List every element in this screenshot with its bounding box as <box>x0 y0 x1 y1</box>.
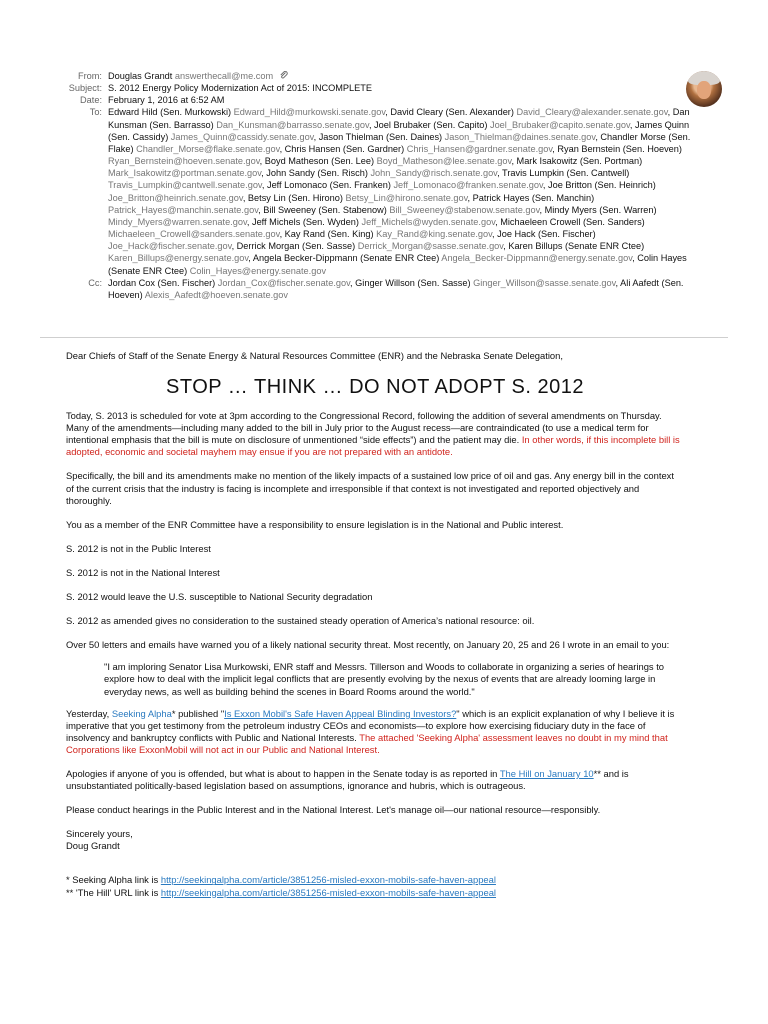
to-label: To: <box>89 107 102 118</box>
recipient-name: Michaeleen Crowell (Sen. Sanders) <box>500 216 645 227</box>
footnote-2-url[interactable]: http://seekingalpha.com/article/3851256-misled-exxon-mobils-safe-haven-appeal <box>160 886 497 898</box>
to-recipient[interactable] <box>108 107 385 117</box>
recipient-email[interactable]: Jordan_Cox@fischer.senate.gov <box>215 277 351 288</box>
recipient-name: Jordan Cox (Sen. Fischer) <box>108 277 216 288</box>
paragraph-6-text-b: ** and is unsubstantiated politically-based legislation based on assumptions, ignorance and hubris, which is outrageous. <box>66 767 629 792</box>
recipient-email[interactable]: Jeff_Lomonaco@franken.senate.gov <box>390 180 543 191</box>
paragraph-5-text-b: * published " <box>171 707 225 719</box>
quoted-email: "I am imploring Senator Lisa Murkowski, ENR staff and Messrs. Tillerson and Woods to collaborate in organizing a series of hearings to explore how to deal with the implicit legal conflicts that are presently evolving by the nexus of events that are already looming large in everyday news, as well as building behind the scenes in Board Rooms around the world." <box>104 661 665 697</box>
recipient-name: Bill Sweeney (Sen. Stabenow) <box>263 204 387 215</box>
paragraph-6 <box>66 768 684 792</box>
paragraph-6-text-a: Apologies if anyone of you is offended, but what is about to happen in the Senate today is as reported in <box>66 767 500 779</box>
recipient-name: Colin Hayes (Senate ENR Ctee) <box>108 253 687 276</box>
recipient-name: Jeff Lomonaco (Sen. Franken) <box>266 180 391 191</box>
recipient-name: Chandler Morse (Sen. Flake) <box>108 131 691 154</box>
recipient-email[interactable]: Joe_Britton@heinrich.senate.gov <box>108 192 243 203</box>
recipient-email[interactable]: James_Quinn@cassidy.senate.gov <box>168 131 314 142</box>
recipient-name: Ginger Willson (Sen. Sasse) <box>355 277 471 288</box>
recipient-name: Mindy Myers (Sen. Warren) <box>544 204 657 215</box>
statement-4: S. 2012 as amended gives no consideration to the sustained steady operation of America’s national resource: oil. <box>66 615 535 627</box>
statement-1: S. 2012 is not in the Public Interest <box>66 542 211 554</box>
footnote-1-url[interactable]: http://seekingalpha.com/article/3851256-misled-exxon-mobils-safe-haven-appeal <box>160 874 496 886</box>
recipient-name: Ali Aafedt (Sen. Hoeven) <box>108 277 684 300</box>
signature: Doug Grandt <box>66 840 120 852</box>
recipient-name: Joe Britton (Sen. Heinrich) <box>548 180 656 191</box>
recipient-email[interactable]: Dan_Kunsman@barrasso.senate.gov <box>213 119 369 130</box>
to-recipient[interactable] <box>266 168 497 178</box>
recipient-name: Ryan Bernstein (Sen. Hoeven) <box>557 143 682 154</box>
cc-recipient[interactable] <box>108 278 350 288</box>
recipient-email[interactable]: John_Sandy@risch.senate.gov <box>367 168 498 179</box>
from-name: Douglas Grandt <box>108 71 173 81</box>
recipient-name: James Quinn (Sen. Cassidy) <box>108 119 690 142</box>
paragraph-1-red-text: In other words, if this incomplete bill is adopted, economic and societal mayhem may ensue if you are not prepared with an antidote. <box>66 434 680 458</box>
cc-row <box>54 277 704 301</box>
email-header <box>54 70 704 301</box>
recipient-email[interactable]: Mark_Isakowitz@portman.senate.gov <box>108 168 262 179</box>
statement-2: S. 2012 is not in the National Interest <box>66 566 220 578</box>
paragraph-3: You as a member of the ENR Committee have a responsibility to ensure legislation is in the National and Public interest. <box>66 518 564 530</box>
recipient-email[interactable]: Joel_Brubaker@capito.senate.gov <box>487 119 630 130</box>
cc-recipient[interactable] <box>355 278 615 288</box>
to-row <box>54 106 704 276</box>
recipient-name: Jeff Michels (Sen. Wyden) <box>251 216 359 227</box>
recipient-email[interactable]: Boyd_Matheson@lee.senate.gov <box>374 156 512 167</box>
recipient-email[interactable]: Chris_Hansen@gardner.senate.gov <box>404 143 553 154</box>
cc-recipient-list: Jordan Cox (Sen. Fischer) Jordan_Cox@fischer.senate.gov, Ginger Willson (Sen. Sasse) Ginger_Willson@sasse.senate.gov, Ali Aafedt (Sen. Hoeven) Alexis_Aafedt@hoeven.senate.gov <box>108 277 684 300</box>
recipient-email[interactable]: Michaeleen_Crowell@sanders.senate.gov <box>108 229 280 240</box>
recipient-name: Patrick Hayes (Sen. Manchin) <box>472 192 595 203</box>
header-divider <box>40 337 728 338</box>
recipient-name: Mark Isakowitz (Sen. Portman) <box>516 156 643 167</box>
to-recipient[interactable] <box>390 107 667 117</box>
recipient-email[interactable]: Mindy_Myers@warren.senate.gov <box>108 216 247 227</box>
recipient-name: Derrick Morgan (Sen. Sasse) <box>236 241 356 252</box>
recipient-name: David Cleary (Sen. Alexander) <box>390 107 514 118</box>
date-label: Date: <box>80 95 102 106</box>
recipient-email[interactable]: Jason_Thielman@daines.senate.gov <box>442 131 596 142</box>
from-email[interactable]: answerthecall@me.com <box>174 71 274 81</box>
recipient-name: Dan Kunsman (Sen. Barrasso) <box>108 107 690 130</box>
statement-3: S. 2012 would leave the U.S. susceptible to National Security degradation <box>66 591 373 603</box>
email-body <box>66 350 684 899</box>
the-hill-link[interactable]: The Hill on January 10 <box>499 767 594 779</box>
recipient-name: Betsy Lin (Sen. Hirono) <box>247 192 343 203</box>
recipient-email[interactable]: Ginger_Willson@sasse.senate.gov <box>470 277 616 288</box>
paragraph-5-text-c: " which is an explicit explanation of why I believe it is imperative that you get testimony from the petroleum industry CEOs and economists—to explore how exercising fiduciary duty in the face of insolvency and bankruptcy conflicts with Public and National Interests. <box>66 707 675 743</box>
recipient-name: Kay Rand (Sen. King) <box>284 229 374 240</box>
to-recipient-list: Edward Hild (Sen. Murkowski) Edward_Hild@murkowski.senate.gov, David Cleary (Sen. Alexander) David_Cleary@alexander.senate.gov, Dan Kunsman (Sen. Barrasso) Dan_Kunsman@barrasso.senate.gov, Joel Brubaker (Sen. Capito) Joel_Brubaker@capito.senate.gov, James Quinn (Sen. Cassidy) James_Quinn@cassidy.senate.gov, Jason Thielman (Sen. Daines) Jason_Thielman@daines.senate.gov, Chandler Morse (Sen. Flake) Chandler_Morse@flake.senate.gov, Chris Hansen (Sen. Gardner) Chris_Hansen@gardner.senate.gov, Ryan Bernstein (Sen. Hoeven) Ryan_Bernstein@hoeven.senate.gov, Boyd Matheson (Sen. Lee) Boyd_Matheson@lee.senate.gov, Mark Isakowitz (Sen. Portman) Mark_Isakowitz@portman.senate.gov, John Sandy (Sen. Risch) John_Sandy@risch.senate.gov, Travis Lumpkin (Sen. Cantwell) Travis_Lumpkin@cantwell.senate.gov, Jeff Lomonaco (Sen. Franken) Jeff_Lomonaco@franken.senate.gov, Joe Britton (Sen. Heinrich) Joe_Britton@heinrich.senate.gov, Betsy Lin (Sen. Hirono) Betsy_Lin@hirono.senate.gov, Patrick Hayes (Sen. Manchin) Patrick_Hayes@manchin.senate.gov, Bill Sweeney (Sen. Stabenow) Bill_Sweeney@stabenow.senate.gov, Mindy Myers (Sen. Warren) Mindy_Myers@warren.senate.gov, Jeff Michels (Sen. Wyden) Jeff_Michels@wyden.senate.gov, Michaeleen Crowell (Sen. Sanders) Michaeleen_Crowell@sanders.senate.gov, Kay Rand (Sen. King) Kay_Rand@king.senate.gov, Joe Hack (Sen. Fischer) Joe_Hack@fischer.senate.gov, Derrick Morgan (Sen. Sasse) Derrick_Morgan@sasse.senate.gov, Karen Billups (Senate ENR Ctee) Karen_Billups@energy.senate.gov, Angela Becker-Dippmann (Senate ENR Ctee) Angela_Becker-Dippmann@energy.senate.gov, Colin Hayes (Senate ENR Ctee) Colin_Hayes@energy.senate.gov <box>108 107 691 276</box>
paragraph-5-red-text: The attached 'Seeking Alpha' assessment leaves no doubt in my mind that Corporations like ExxonMobil will not act in our Public and National Interest. <box>66 731 668 755</box>
to-recipient[interactable] <box>248 193 468 203</box>
salutation: Dear Chiefs of Staff of the Senate Energy & Natural Resources Committee (ENR) and the Nebraska Senate Delegation, <box>66 350 563 361</box>
date-text: February 1, 2016 at 6:52 AM <box>108 95 225 106</box>
paragraph-1 <box>66 410 684 458</box>
headline: STOP … THINK … DO NOT ADOPT S. 2012 <box>166 376 584 399</box>
paragraph-5-text-a: Yesterday, <box>66 707 112 719</box>
to-recipient[interactable] <box>253 253 632 263</box>
recipient-email[interactable]: Betsy_Lin@hirono.senate.gov <box>342 192 468 203</box>
to-recipient[interactable] <box>374 120 630 130</box>
recipient-email[interactable]: Ryan_Bernstein@hoeven.senate.gov <box>108 156 260 167</box>
seeking-alpha-link[interactable]: Seeking Alpha <box>111 707 172 719</box>
recipient-email[interactable]: Edward_Hild@murkowski.senate.gov <box>231 107 386 118</box>
to-recipient[interactable] <box>263 205 539 215</box>
recipient-email[interactable]: Bill_Sweeney@stabenow.senate.gov <box>386 204 540 215</box>
closing: Sincerely yours, <box>66 828 133 840</box>
footnote-2 <box>66 887 684 899</box>
to-recipient[interactable] <box>285 229 492 239</box>
recipient-name: Boyd Matheson (Sen. Lee) <box>264 156 375 167</box>
recipient-name: Karen Billups (Senate ENR Ctee) <box>508 241 645 252</box>
from-row <box>54 70 704 82</box>
recipient-name: Angela Becker-Dippmann (Senate ENR Ctee) <box>252 253 440 264</box>
recipient-name: Chris Hansen (Sen. Gardner) <box>284 143 405 154</box>
paragraph-2: Specifically, the bill and its amendments make no mention of the likely impacts of a sustained low price of oil and gas. Any energy bill in the context of the current crisis that the industry is facing is incomplete and irresponsible if that context is not investigated and reported objectively and thoroughly. <box>66 470 674 506</box>
recipient-name: Jason Thielman (Sen. Daines) <box>318 131 443 142</box>
recipient-email[interactable]: Kay_Rand@king.senate.gov <box>373 229 493 240</box>
to-recipient[interactable] <box>285 144 553 154</box>
date-row <box>54 94 704 106</box>
to-recipient[interactable] <box>237 241 504 251</box>
recipient-email[interactable]: Jeff_Michels@wyden.senate.gov <box>358 216 496 227</box>
subject-label: Subject: <box>68 83 102 94</box>
subject-text: S. 2012 Energy Policy Modernization Act of 2015: INCOMPLETE <box>108 83 373 94</box>
to-recipient[interactable] <box>265 156 512 166</box>
paragraph-1-text: Today, S. 2013 is scheduled for vote at 3pm according to the Congressional Record, following the addition of several amendments on Thursday. Many of the amendments—including many added to the bill in July prior to the August recess—are contraindicated (to use a medical term for intentional emphasis that the bill is mute on disclosure of unmentioned “side effects”) and the patient may die. <box>66 410 662 446</box>
recipient-email[interactable]: Alexis_Aafedt@hoeven.senate.gov <box>142 289 288 300</box>
recipient-name: John Sandy (Sen. Risch) <box>266 168 368 179</box>
subject-row <box>54 82 704 94</box>
recipient-name: Edward Hild (Sen. Murkowski) <box>108 107 232 118</box>
recipient-email[interactable]: Angela_Becker-Dippmann@energy.senate.gov <box>439 253 633 264</box>
recipient-name: Travis Lumpkin (Sen. Cantwell) <box>502 168 630 179</box>
footnote-2-label: ** 'The Hill' URL link is <box>66 886 161 898</box>
cc-label: Cc: <box>88 277 102 288</box>
footnote-1 <box>66 874 684 886</box>
recipient-email[interactable]: Joe_Hack@fischer.senate.gov <box>108 241 232 252</box>
to-recipient[interactable] <box>319 132 596 142</box>
paragraph-4: Over 50 letters and emails have warned you of a likely national security threat. Most recently, on January 20, 25 and 26 I wrote in an email to you: <box>66 639 670 651</box>
from-label: From: <box>78 71 102 81</box>
paragraph-5 <box>66 708 684 756</box>
to-recipient[interactable] <box>252 217 495 227</box>
recipient-email[interactable]: Travis_Lumpkin@cantwell.senate.gov <box>108 180 262 191</box>
to-recipient[interactable] <box>267 180 543 190</box>
recipient-email[interactable]: Derrick_Morgan@sasse.senate.gov <box>355 241 504 252</box>
recipient-email[interactable]: Karen_Billups@energy.senate.gov <box>108 253 249 264</box>
recipient-email[interactable]: Patrick_Hayes@manchin.senate.gov <box>108 204 259 215</box>
footnote-1-label: * Seeking Alpha link is <box>66 874 161 886</box>
article-title-link[interactable]: Is Exxon Mobil's Safe Haven Appeal Blinding Investors? <box>224 707 457 719</box>
paragraph-7: Please conduct hearings in the Public Interest and in the National Interest. Let's manage oil—our national resource—responsibly. <box>66 804 601 816</box>
recipient-name: Joe Hack (Sen. Fischer) <box>497 229 596 240</box>
recipient-email[interactable]: Colin_Hayes@energy.senate.gov <box>187 265 327 276</box>
attachment-paperclip-icon <box>280 71 288 80</box>
recipient-email[interactable]: Chandler_Morse@flake.senate.gov <box>133 143 280 154</box>
recipient-name: Joel Brubaker (Sen. Capito) <box>374 119 488 130</box>
recipient-email[interactable]: David_Cleary@alexander.senate.gov <box>513 107 668 118</box>
